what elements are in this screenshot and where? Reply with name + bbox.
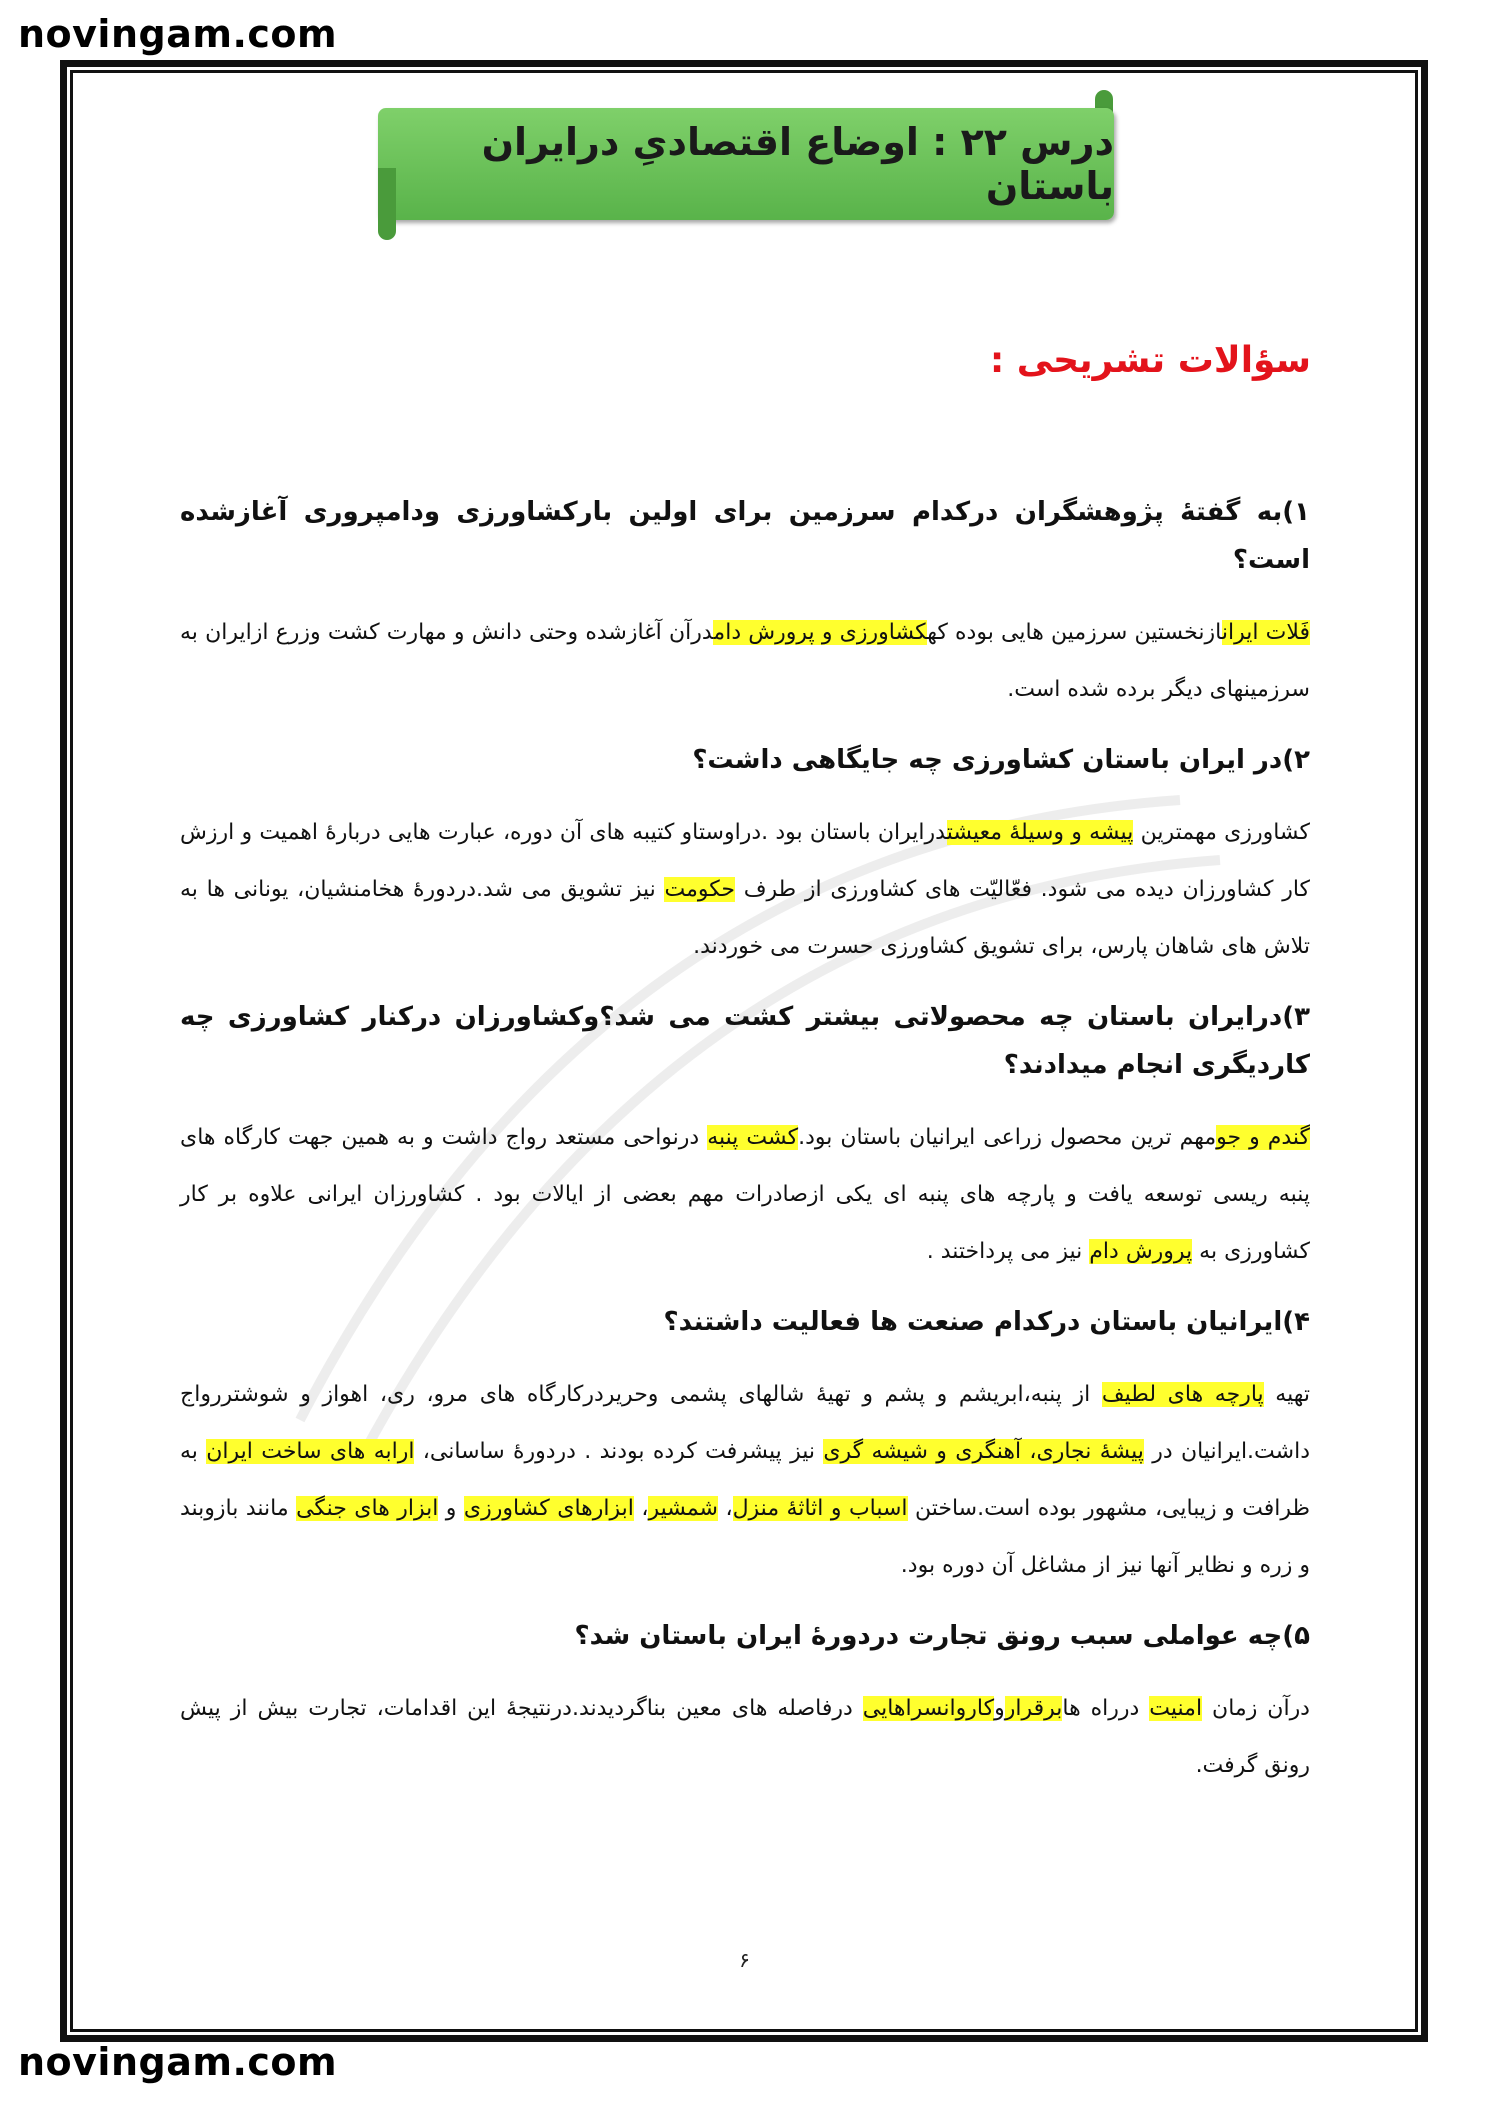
page-number: ۶ bbox=[739, 1948, 750, 1972]
answer-segment: درایران باستان بود .دراوستاو کتیبه های آن دوره، عبارت هایی دربارۀ اهمیت و ارزش کار کشاورزان دیده می شود. فعّالیّت های کشاورزی از طرف bbox=[180, 820, 1310, 902]
answer-segment: و bbox=[438, 1496, 464, 1521]
highlighted-phrase: ارابه های ساخت ایران bbox=[206, 1439, 415, 1464]
answer-text bbox=[180, 604, 1310, 718]
highlighted-phrase: شمشیر bbox=[648, 1496, 718, 1521]
answer-segment: درراه ها bbox=[1062, 1696, 1150, 1721]
answer-segment: تهیه bbox=[1263, 1382, 1310, 1407]
answer-segment: درفاصله های معین بناگردیدند.درنتیجۀ این اقدامات، تجارت بیش از پیش رونق گرفت. bbox=[180, 1696, 1310, 1778]
answer-segment: نیز پیشرفت کرده بودند . دردورۀ ساسانی، bbox=[414, 1439, 824, 1464]
answer-segment: ، bbox=[633, 1496, 649, 1521]
highlighted-phrase: امنیت bbox=[1149, 1696, 1203, 1721]
highlighted-phrase: پرورش دام bbox=[1089, 1239, 1193, 1264]
answer-segment: درنواحی مستعد رواج داشت و به همین جهت کارگاه های پنبه ریسی توسعه یافت و پارچه های پنبه ای یکی ازصادرات مهم بعضی از ایالات بود . کشاورزان ایرانی علاوه بر کار کشاورزی به bbox=[180, 1125, 1310, 1264]
answer-segment: ، bbox=[718, 1496, 733, 1521]
answer-segment: از پنبه،ابریشم و پشم و تهیۀ شالهای پشمی وحریردرکارگاه های مرو، ری، اهواز و شوشتررواج داشت.ایرانیان در bbox=[180, 1382, 1310, 1464]
lesson-title: درس ۲۲ : اوضاع اقتصادیِ درایران باستان bbox=[481, 120, 1114, 208]
question-text: ۲)در ایران باستان کشاورزی چه جایگاهی داشت؟ bbox=[692, 745, 1310, 775]
question-text: ۴)ایرانیان باستان درکدام صنعت ها فعالیت داشتند؟ bbox=[663, 1307, 1310, 1337]
site-watermark-bottom: novingam.com bbox=[18, 2040, 338, 2084]
qa-item bbox=[180, 488, 1310, 718]
site-watermark-top: novingam.com bbox=[18, 12, 338, 56]
answer-segment: مانند بازوبند و زره و نظایر آنها نیز از مشاغل آن دوره بود. bbox=[180, 1496, 1310, 1578]
answer-segment: ازنخستین سرزمین هایی بوده که bbox=[927, 620, 1222, 645]
highlighted-phrase: کشت پنبه bbox=[707, 1125, 799, 1150]
answer-segment: درآن آغازشده وحتی دانش و مهارت کشت وزرع ازایران به سرزمینهای دیگر برده شده است. bbox=[180, 620, 1310, 702]
qa-item bbox=[180, 736, 1310, 975]
highlighted-phrase: ابزارهای کشاورزی bbox=[463, 1496, 634, 1521]
highlighted-phrase: کشاورزی و پرورش دام bbox=[713, 620, 928, 645]
answer-text bbox=[180, 1366, 1310, 1594]
answer-text bbox=[180, 1680, 1310, 1794]
answer-segment: درآن زمان bbox=[1202, 1696, 1310, 1721]
highlighted-phrase: ابزار های جنگی bbox=[296, 1496, 439, 1521]
qa-item bbox=[180, 993, 1310, 1280]
qa-item bbox=[180, 1298, 1310, 1594]
qa-list bbox=[180, 488, 1310, 1812]
answer-segment: نیز می پرداختند . bbox=[926, 1239, 1090, 1264]
answer-segment: و bbox=[994, 1696, 1005, 1721]
highlighted-phrase: پیشۀ نجاری، آهنگری و شیشه گری bbox=[823, 1439, 1144, 1464]
answer-segment: کشاورزی مهمترین bbox=[1133, 820, 1310, 845]
answer-segment: نیز تشویق می شد.دردورۀ هخامنشیان، یونانی ها به تلاش های شاهان پارس، برای تشویق کشاورزی حسرت می خوردند. bbox=[180, 877, 1310, 959]
highlighted-phrase: اسباب و اثاثۀ منزل bbox=[732, 1496, 908, 1521]
question-text: ۳)درایران باستان چه محصولاتی بیشتر کشت می شد؟وکشاورزان درکنار کشاورزی چه کاردیگری انجام میدادند؟ bbox=[180, 1002, 1310, 1080]
highlighted-phrase: پیشه و وسیلۀ معیشت bbox=[946, 820, 1134, 845]
highlighted-phrase: حکومت bbox=[664, 877, 735, 902]
highlighted-phrase: کاروانسراهایی bbox=[862, 1696, 995, 1721]
section-heading: سؤالات تشریحی : bbox=[989, 340, 1311, 381]
highlighted-phrase: پارچه های لطیف bbox=[1101, 1382, 1264, 1407]
answer-segment: مهم ترین محصول زراعی ایرانیان باستان بود. bbox=[798, 1125, 1217, 1150]
highlighted-phrase: فَلات ایران bbox=[1221, 620, 1310, 645]
answer-segment: به ظرافت و زیبایی، مشهور بوده است.ساختن bbox=[180, 1439, 1311, 1521]
question-text: ۱)به گفتۀ پژوهشگران درکدام سرزمین برای اولین بارکشاورزی ودامپروری آغازشده است؟ bbox=[180, 497, 1310, 575]
answer-text bbox=[180, 1109, 1310, 1280]
question-text: ۵)چه عواملی سبب رونق تجارت دردورۀ ایران باستان شد؟ bbox=[574, 1621, 1310, 1651]
qa-item bbox=[180, 1612, 1310, 1794]
answer-text bbox=[180, 804, 1310, 975]
highlighted-phrase: برقرار bbox=[1004, 1696, 1063, 1721]
highlighted-phrase: گندم و جو bbox=[1216, 1125, 1310, 1150]
